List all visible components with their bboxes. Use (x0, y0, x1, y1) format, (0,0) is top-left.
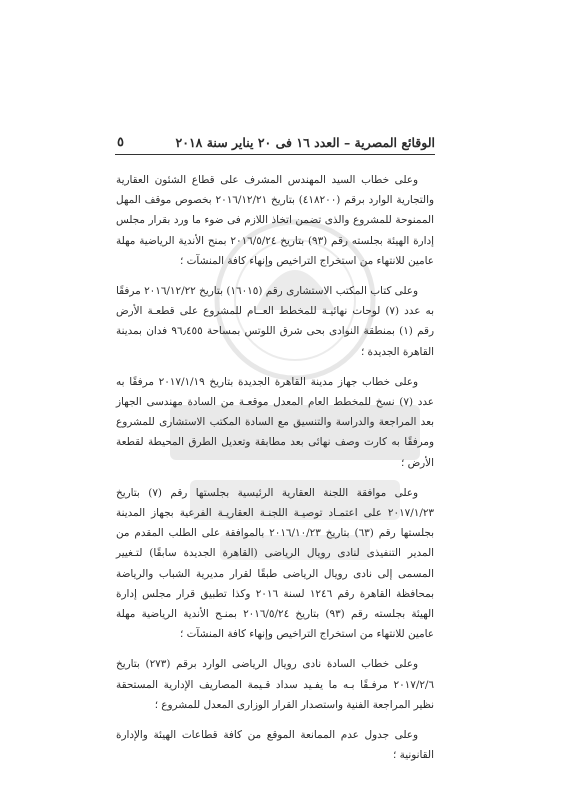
header-divider (115, 154, 435, 155)
header-title: الوقائع المصرية – العدد ١٦ فى ٢٠ يناير سنة ٢٠١٨ (175, 135, 435, 150)
paragraph: وعلى كتاب المكتب الاستشارى رقم (١٦٠١٥) بتاريخ ٢٠١٦/١٢/٢٢ مرفقًا به عدد (٧) لوحات نهائيـة للمخطط العــام للمشروع على قطعـة الأرض رقم (١) بمنطقة النوادى بحى شرق اللوتس بمساحة ٩٦٫٤٥٥ فدان بمدينة القاهرة الجديدة ؛ (116, 285, 435, 358)
document-body (116, 170, 434, 765)
paragraph: وعلى موافقة اللجنة العقارية الرئيسية بجلستها رقم (٧) بتاريخ ٢٠١٧/١/٢٣ على اعتمـاد توصيـة اللجنـة العقاريـة الفرعية بجهاز المدينة بجلستها رقم (٦٣) بتاريخ ٢٠١٦/١٠/٢٣ بالموافقة على الطلب المقدم من المدير التنفيذى لنادى رويال الرياضى (القاهرة الجديدة سابقًا) لتـغيير المسمى إلى نادى رويال الرياضى طبقًا لقرار مديرية الشباب والرياضة بمحافظة القاهرة رقم ١٢٤٦ لسنة ٢٠١٦ وكذا تطبيق قرار مجلس إدارة الهيئة بجلسته رقم (٩٣) بتاريخ ٢٠١٦/٥/٢٤ بمنـح الأندية الرياضية مهلة عامين للانتهاء من استخراج التراخيص وإنهاء كافة المنشآت ؛ (116, 486, 434, 641)
page-number: ٥ (117, 135, 124, 150)
paragraph: وعلى خطاب السادة نادى رويال الرياضى الوارد برقم (٢٧٣) بتاريخ ٢٠١٧/٢/٦ مرفـقًا بـه ما يفـيد سداد قـيمة المصاريف الإدارية المستحقة نظير المراجعة الفنية واستصدار القرار الوزارى المعدل للمشروع ؛ (116, 658, 434, 711)
paragraph: وعلى خطاب جهاز مدينة القاهرة الجديدة بتاريخ ٢٠١٧/١/١٩ مرفقًا به عدد (٧) نسخ للمخطط العام المعدل موقعـة من السادة مهندسى الجهاز بعد المراجعة والدراسة والتنسيق مع السادة المكتب الاستشارى للمشروع ومرفقًا به كارت وصف نهائى بعد مطابقة وتعديل الطرق المحيطة لقطعة الأرض ؛ (116, 375, 434, 469)
paragraph: وعلى جدول عدم الممانعة الموقع من كافة قطاعات الهيئة والإدارة القانونية ؛ (116, 729, 434, 762)
paragraph: وعلى خطاب السيد المهندس المشرف على قطاع الشئون العقارية والتجارية الوارد برقم (٤١٨٢٠٠) بتاريخ ٢٠١٦/١٢/٢١ بخصوص موقف المهل الممنوحة للمشروع والذى تضمن اتخاذ اللازم فى ضوء ما ورد بقرار مجلس إدارة الهيئة بجلسته رقم (٩٣) بتاريخ ٢٠١٦/٥/٢٤ بمنح الأندية الرياضية مهلة عامين للانتهاء من استخراج التراخيص وإنهاء كافة المنشآت ؛ (116, 174, 434, 267)
